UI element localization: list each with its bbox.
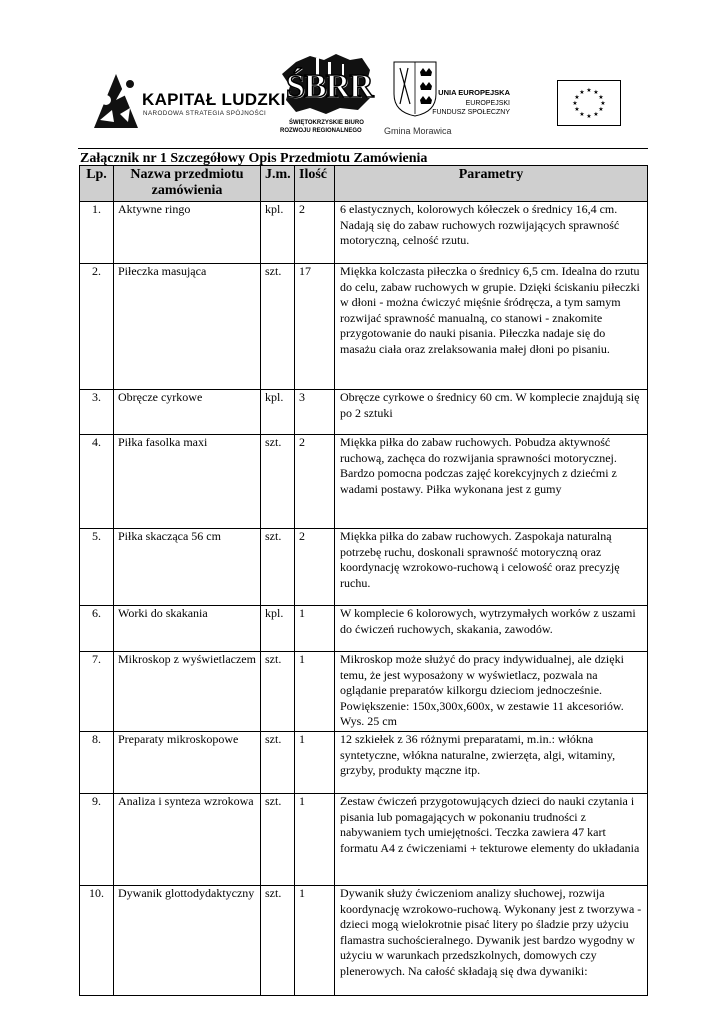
row-unit: szt.	[261, 264, 295, 390]
ue-efs-logo	[432, 80, 622, 125]
efs-name-line2: FUNDUSZ SPOŁECZNY	[432, 109, 510, 116]
row-qty: 1	[295, 732, 335, 794]
table-row	[80, 794, 648, 886]
table-row	[80, 390, 648, 435]
row-qty: 1	[295, 886, 335, 996]
row-lp: 8.	[80, 732, 114, 794]
row-qty: 2	[295, 529, 335, 606]
svg-text:★: ★	[593, 111, 599, 118]
table-row	[80, 652, 648, 732]
row-name: Preparaty mikroskopowe	[114, 732, 261, 794]
gmina-morawica-logo	[384, 60, 454, 140]
row-name: Obręcze cyrkowe	[114, 390, 261, 435]
row-unit: kpl.	[261, 202, 295, 264]
row-qty: 1	[295, 794, 335, 886]
table-row	[80, 606, 648, 652]
svg-text:★: ★	[572, 100, 578, 107]
kapital-ludzki-title: KAPITAŁ LUDZKI	[142, 90, 286, 109]
sbrr-logo	[274, 52, 382, 144]
row-lp: 3.	[80, 390, 114, 435]
svg-text:★: ★	[586, 113, 592, 120]
table-row	[80, 732, 648, 794]
row-unit: szt.	[261, 886, 295, 996]
row-unit: kpl.	[261, 390, 295, 435]
row-lp: 9.	[80, 794, 114, 886]
row-params: 12 szkiełek z 36 różnymi preparatami, m.in.: włókna syntetyczne, włókna naturalne, zwierzęta, algi, witaminy, grzyby, produkty mączne itp.	[335, 732, 648, 794]
row-unit: szt.	[261, 794, 295, 886]
table-row	[80, 202, 648, 264]
row-lp: 4.	[80, 435, 114, 529]
efs-name-line1: EUROPEJSKI	[465, 100, 510, 107]
row-name: Analiza i synteza wzrokowa	[114, 794, 261, 886]
row-params: Mikroskop może służyć do pracy indywidualnej, ale dzięki temu, że jest wyposażony w wyświetlacz, pozwala na oglądanie preparatów kilkorgu dzieciom jednocześnie. Powiększenie: 150x,300x,600x, w zestawie 11 akcesoriów. Wys. 25 cm	[335, 652, 648, 732]
kapital-ludzki-subtitle: NARODOWA STRATEGIA SPÓJNOŚCI	[143, 110, 267, 117]
ue-name: UNIA EUROPEJSKA	[438, 88, 510, 97]
row-params: Miękka piłka do zabaw ruchowych. Pobudza aktywność ruchową, zachęca do rozwijania sprawności motorycznej. Bardzo pomocna podczas zajęć korekcyjnych z dziećmi z wadami postawy. Piłka wykonana jest z gumy	[335, 435, 648, 529]
sbrr-name-line1: ŚWIĘTOKRZYSKIE BIURO	[289, 120, 364, 126]
row-name: Piłeczka masująca	[114, 264, 261, 390]
sbrr-name-line2: ROZWOJU REGIONALNEGO	[280, 128, 362, 134]
row-lp: 1.	[80, 202, 114, 264]
row-lp: 10.	[80, 886, 114, 996]
row-lp: 2.	[80, 264, 114, 390]
header-divider	[78, 148, 648, 149]
table-row	[80, 435, 648, 529]
kapital-ludzki-logo	[92, 70, 292, 130]
row-lp: 5.	[80, 529, 114, 606]
svg-text:★: ★	[598, 106, 604, 113]
svg-text:★: ★	[598, 94, 604, 101]
document-title: Załącznik nr 1 Szczegółowy Opis Przedmiotu Zamówienia	[80, 151, 428, 166]
row-qty: 1	[295, 606, 335, 652]
header-qty: Ilość	[295, 166, 335, 202]
row-unit: kpl.	[261, 606, 295, 652]
row-unit: szt.	[261, 732, 295, 794]
header-lp: Lp.	[80, 166, 114, 202]
svg-text:★: ★	[579, 89, 585, 96]
table-row	[80, 529, 648, 606]
svg-text:★: ★	[574, 94, 580, 101]
table-row	[80, 886, 648, 996]
svg-text:★: ★	[593, 89, 599, 96]
row-name: Aktywne ringo	[114, 202, 261, 264]
row-qty: 3	[295, 390, 335, 435]
row-params: Dywanik służy ćwiczeniom analizy słuchowej, rozwija koordynację wzrokowo-ruchową. Wykonany jest z tworzywa - dzieci mogą wielokrotnie pisać litery po śladzie przy użyciu flamastra suchościeralnego. Dywanik jest bardzo wygodny w użyciu w warunkach przedszkolnych, domowych czy plenerowych. Na całość składają się dwa dywaniki:	[335, 886, 648, 996]
sbrr-acronym: ŚBRR	[286, 68, 373, 105]
row-name: Mikroskop z wyświetlaczem	[114, 652, 261, 732]
row-qty: 2	[295, 435, 335, 529]
header-logos	[0, 0, 725, 148]
specification-table	[79, 165, 648, 996]
row-unit: szt.	[261, 652, 295, 732]
header-unit: J.m.	[261, 166, 295, 202]
eu-flag-icon	[557, 80, 621, 126]
row-name: Worki do skakania	[114, 606, 261, 652]
row-name: Piłka fasolka maxi	[114, 435, 261, 529]
row-lp: 7.	[80, 652, 114, 732]
svg-text:★: ★	[586, 87, 592, 94]
table-row	[80, 264, 648, 390]
header-params: Parametry	[335, 166, 648, 202]
kapital-ludzki-emblem-icon	[92, 70, 140, 130]
coat-of-arms-icon	[392, 60, 438, 118]
row-params: Obręcze cyrkowe o średnicy 60 cm. W komplecie znajdują się po 2 sztuki	[335, 390, 648, 435]
row-params: Miękka piłka do zabaw ruchowych. Zaspokaja naturalną potrzebę ruchu, doskonali sprawność motoryczną oraz koordynację wzrokowo-ruchową i celowość oraz precyzję ruchu.	[335, 529, 648, 606]
row-qty: 17	[295, 264, 335, 390]
row-qty: 2	[295, 202, 335, 264]
row-params: Miękka kolczasta piłeczka o średnicy 6,5 cm. Idealna do rzutu do celu, zabaw ruchowych w grupie. Dzięki ściskaniu piłeczki w dłoni - można ćwiczyć mięśnie śródręcza, a tym samym rozwijać sprawność manualną, co stanowi - znakomite przygotowanie do nauki pisania. Piłeczka nadaje się do masażu ciała oraz zrelaksowania małej dłoni po pisaniu.	[335, 264, 648, 390]
row-params: W komplecie 6 kolorowych, wytrzymałych worków z uszami do ćwiczeń ruchowych, skakania, zawodów.	[335, 606, 648, 652]
table-header-row	[80, 166, 648, 202]
row-name: Piłka skacząca 56 cm	[114, 529, 261, 606]
svg-text:★: ★	[579, 111, 585, 118]
row-name: Dywanik glottodydaktyczny	[114, 886, 261, 996]
row-params: Zestaw ćwiczeń przygotowujących dzieci do nauki czytania i pisania lub pomagających w pokonaniu trudności z nabywaniem tych umiejętności. Teczka zawiera 47 kart formatu A4 z ćwiczeniami + tekturowe elementy do układania	[335, 794, 648, 886]
svg-text:★: ★	[574, 106, 580, 113]
row-lp: 6.	[80, 606, 114, 652]
gmina-morawica-name: Gmina Morawica	[384, 126, 452, 136]
header-name: Nazwa przedmiotu zamówienia	[114, 166, 261, 202]
row-qty: 1	[295, 652, 335, 732]
row-params: 6 elastycznych, kolorowych kółeczek o średnicy 16,4 cm. Nadają się do zabaw ruchowych rozwijających sprawność motoryczną, celność rzutu.	[335, 202, 648, 264]
svg-text:★: ★	[600, 100, 606, 107]
row-unit: szt.	[261, 435, 295, 529]
row-unit: szt.	[261, 529, 295, 606]
